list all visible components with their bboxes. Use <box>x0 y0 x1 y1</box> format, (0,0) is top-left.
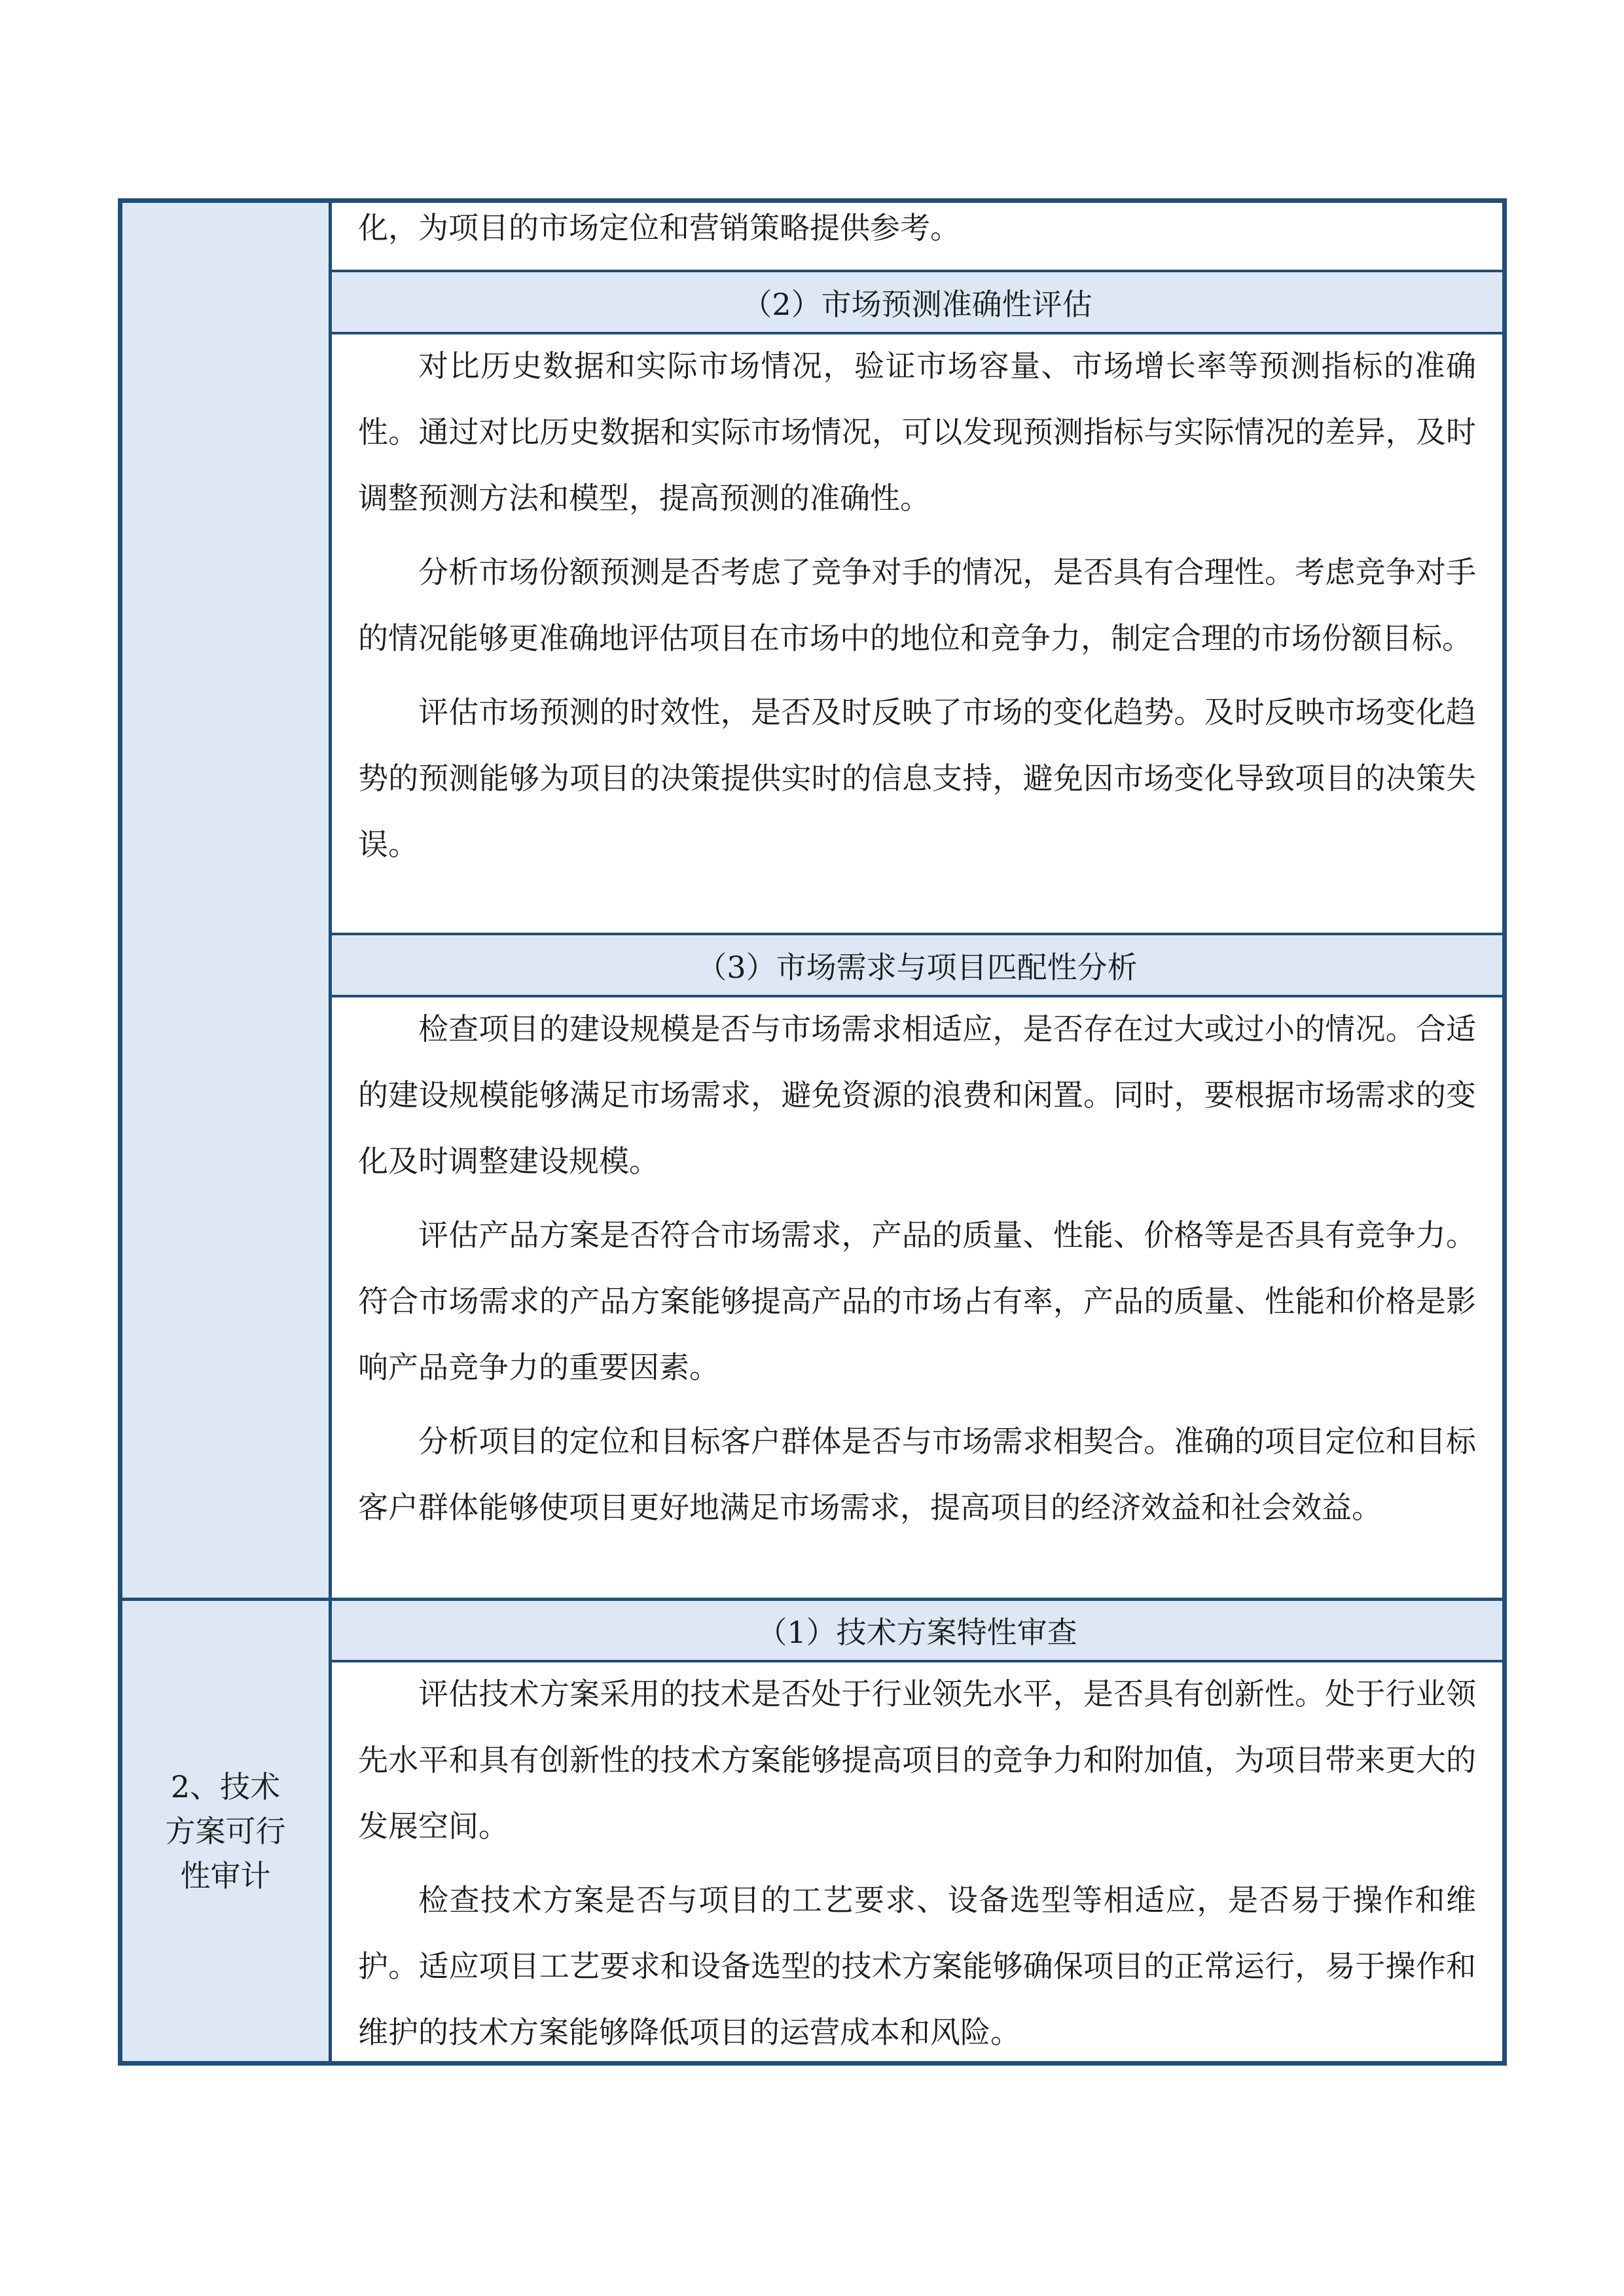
subsection-heading <box>332 270 1502 334</box>
audit-table <box>118 198 1507 2066</box>
heading-text: （3）市场需求与项目匹配性分析 <box>696 949 1138 985</box>
subsection-body <box>332 1661 1502 2061</box>
heading-text: （2）市场预测准确性评估 <box>742 286 1092 322</box>
left-column <box>122 203 332 2061</box>
paragraph: 分析市场份额预测是否考虑了竞争对手的情况，是否具有合理性。考虑竞争对手的情况能够更准确地评估项目在市场中的地位和竞争力，制定合理的市场份额目标。 <box>358 554 1476 656</box>
subsection-heading <box>332 933 1502 997</box>
section2-label-cell <box>122 1601 329 2061</box>
paragraph: 检查项目的建设规模是否与市场需求相适应，是否存在过大或过小的情况。合适的建设规模能够满足市场需求，避免资源的浪费和闲置。同时，要根据市场需求的变化及时调整建设规模。 <box>358 1011 1476 1179</box>
subsection-heading <box>332 1598 1502 1662</box>
paragraph: 分析项目的定位和目标客户群体是否与市场需求相契合。准确的项目定位和目标客户群体能够使项目更好地满足市场需求，提高项目的经济效益和社会效益。 <box>358 1424 1476 1525</box>
section1-label-cell <box>122 203 329 1601</box>
paragraph: 评估技术方案采用的技术是否处于行业领先水平，是否具有创新性。处于行业领先水平和具有创新性的技术方案能够提高项目的竞争力和附加值，为项目带来更大的发展空间。 <box>358 1676 1476 1844</box>
continued-text-cell <box>332 203 1502 272</box>
section2-label: 2、技术方案可行性审计 <box>165 1768 286 1893</box>
right-column <box>332 203 1502 2061</box>
subsection-body <box>332 333 1502 932</box>
paragraph: 检查技术方案是否与项目的工艺要求、设备选型等相适应，是否易于操作和维护。适应项目工艺要求和设备选型的技术方案能够确保项目的正常运行，易于操作和维护的技术方案能够降低项目的运营成本和风险。 <box>358 1882 1476 2050</box>
paragraph: 评估产品方案是否符合市场需求，产品的质量、性能、价格等是否具有竞争力。符合市场需求的产品方案能够提高产品的市场占有率，产品的质量、性能和价格是影响产品竞争力的重要因素。 <box>358 1217 1476 1385</box>
heading-text: （1）技术方案特性审查 <box>757 1615 1077 1650</box>
paragraph: 对比历史数据和实际市场情况，验证市场容量、市场增长率等预测指标的准确性。通过对比历史数据和实际市场情况，可以发现预测指标与实际情况的差异，及时调整预测方法和模型，提高预测的准确性。 <box>358 348 1476 516</box>
continued-paragraph: 化，为项目的市场定位和营销策略提供参考。 <box>358 210 960 245</box>
subsection-body <box>332 996 1502 1598</box>
paragraph: 评估市场预测的时效性，是否及时反映了市场的变化趋势。及时反映市场变化趋势的预测能够为项目的决策提供实时的信息支持，避免因市场变化导致项目的决策失误。 <box>358 694 1476 862</box>
